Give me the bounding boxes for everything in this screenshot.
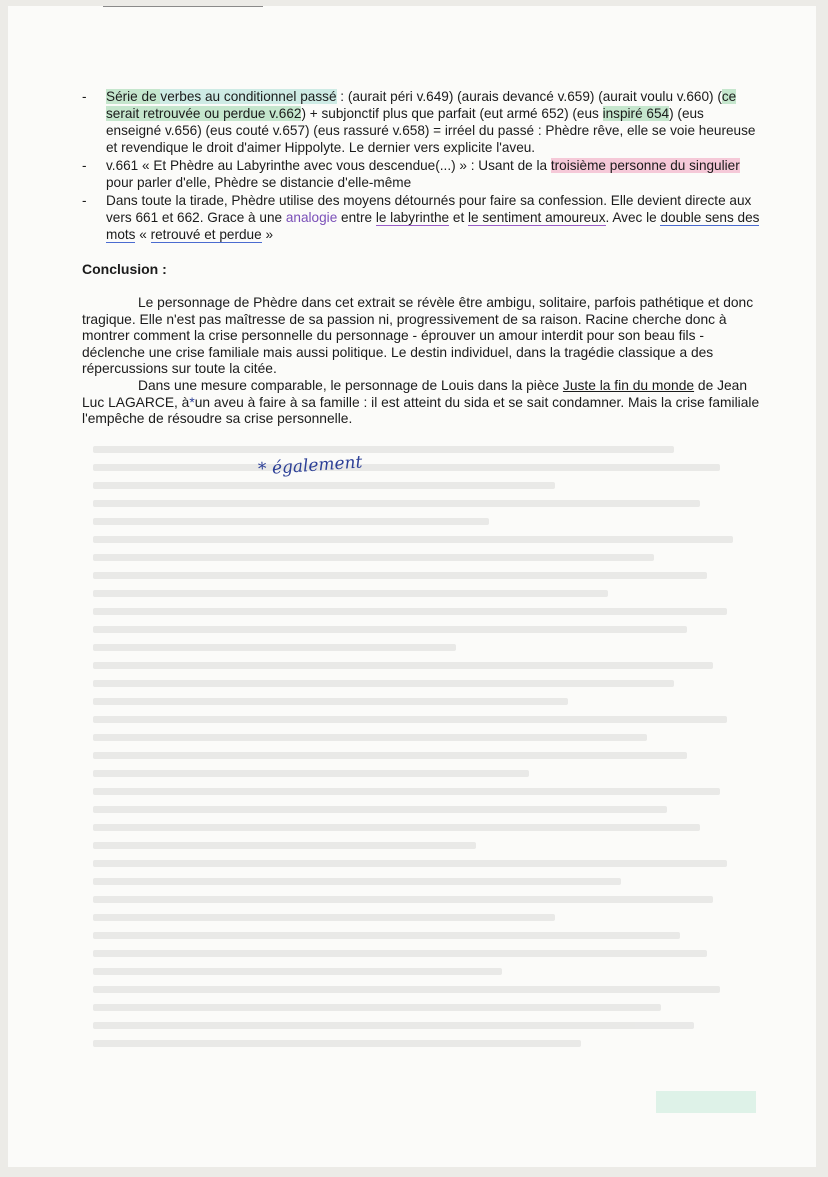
ghost-line (93, 500, 700, 507)
ghost-line (93, 824, 700, 831)
bullet-item (82, 192, 762, 243)
paragraph-segment: Dans une mesure comparable, le personnage de Louis dans la pièce (138, 377, 563, 393)
bullet-segment: ) + subjonctif plus que parfait (eut armé 652) (eus (301, 106, 603, 121)
bullet-segment: » (261, 227, 274, 242)
bleed-through-text (93, 446, 753, 1086)
ghost-line (93, 590, 608, 597)
ghost-line (93, 860, 727, 867)
ghost-line (93, 482, 555, 489)
analysis-bullets (82, 88, 762, 243)
handwritten-annotation: * également (257, 452, 364, 480)
ghost-line (93, 1004, 661, 1011)
bullet-segment: « (135, 227, 151, 242)
ghost-line (93, 554, 654, 561)
bullet-segment: retrouvé et perdue (150, 227, 262, 242)
ghost-line (93, 680, 674, 687)
ghost-line (93, 644, 456, 651)
ghost-line (93, 716, 727, 723)
document-content (82, 88, 762, 428)
top-rule (103, 6, 263, 7)
ghost-line (93, 734, 647, 741)
bullet-segment: le sentiment amoureux (468, 210, 606, 225)
bullet-segment: Série de (106, 89, 161, 104)
ghost-line (93, 914, 555, 921)
highlighter-smudge (656, 1091, 756, 1113)
ghost-line (93, 446, 674, 453)
ghost-line (93, 788, 720, 795)
ghost-line (93, 518, 489, 525)
bullet-segment: Dans toute la tirade, Phèdre utilise des moyens détournés pour faire sa confession. Elle devient directe aux vers 661 et 662. Grace à une (106, 193, 752, 225)
bullet-segment: v.661 « Et Phèdre au Labyrinthe avec vous descendue(...) » : Usant de la (106, 158, 551, 173)
bullet-segment: analogie (285, 210, 338, 225)
bullet-item (82, 157, 762, 191)
ghost-line (93, 806, 667, 813)
bullet-dash-icon: - (82, 193, 87, 208)
bullet-segment: . Avec le (605, 210, 661, 225)
bullet-segment: verbes au conditionnel passé (160, 89, 337, 104)
ghost-line (93, 968, 502, 975)
conclusion-paragraph (82, 378, 762, 428)
paragraph-segment: un aveu à faire à sa famille : il est atteint du sida et se sait condamner. Mais la crise familiale l'empêche de résoudre sa crise personnelle. (82, 394, 760, 427)
paragraph-segment: * (189, 394, 195, 410)
bullet-segment: et (449, 210, 469, 225)
paragraph-segment: de Jean Luc LAGARCE, à (82, 377, 748, 410)
ghost-line (93, 1022, 694, 1029)
bullet-text (106, 89, 755, 155)
ghost-line (93, 464, 720, 471)
conclusion-heading: Conclusion : (82, 261, 167, 277)
ghost-line (93, 950, 707, 957)
bullet-segment: entre (337, 210, 376, 225)
ghost-line (93, 752, 687, 759)
ghost-line (93, 842, 476, 849)
bullet-segment: ce serait retrouvée ou perdue v.662 (106, 89, 737, 121)
ghost-line (93, 662, 713, 669)
ghost-line (93, 932, 680, 939)
bullet-segment: : (aurait péri v.649) (aurais devancé v.659) (aurait voulu v.660) ( (336, 89, 722, 104)
bullet-segment: inspiré 654 (602, 106, 670, 121)
ghost-line (93, 698, 568, 705)
ghost-line (93, 878, 621, 885)
bullet-segment: pour parler d'elle, Phèdre se distancie d'elle-même (106, 175, 412, 190)
bullet-segment: troisième personne du singulier (550, 158, 740, 173)
ghost-line (93, 896, 713, 903)
bullet-item (82, 88, 762, 156)
bullet-segment: le labyrinthe (375, 210, 450, 225)
ghost-line (93, 986, 720, 993)
bullet-text (106, 158, 740, 190)
paragraph-segment: Le personnage de Phèdre dans cet extrait se révèle être ambigu, solitaire, parfois pathétique et donc tragique. Elle n'est pas maîtresse de sa passion ni, progressivement de sa raison. Racine cherche donc à montrer comment la crise personnelle du personnage - éprouver un amour interdit pour son beau fils - déclenche une crise familiale mais aussi politique. Le destin individuel, dans la tragédie classique a des répercussions sur toute la citée. (82, 295, 754, 377)
ghost-line (93, 770, 529, 777)
ghost-line (93, 572, 707, 579)
bullet-text (106, 193, 759, 243)
document-page (8, 6, 816, 1167)
bullet-dash-icon: - (82, 89, 87, 104)
ghost-line (93, 608, 727, 615)
paragraph-segment: Juste la fin du monde (562, 377, 695, 393)
conclusion-body (82, 295, 762, 428)
bullet-segment: double sens des mots (106, 210, 760, 242)
conclusion-paragraph (82, 295, 762, 378)
ghost-line (93, 536, 733, 543)
bullet-dash-icon: - (82, 158, 87, 173)
ghost-line (93, 1040, 581, 1047)
ghost-line (93, 626, 687, 633)
bullet-segment: ) (eus enseigné v.656) (eus couté v.657) (eus rassuré v.658) = irréel du passé : Phèdre rêve, elle se voie heureuse et revendique le droit d'aimer Hippolyte. Le dernier vers explicite l'aveu. (106, 106, 756, 155)
